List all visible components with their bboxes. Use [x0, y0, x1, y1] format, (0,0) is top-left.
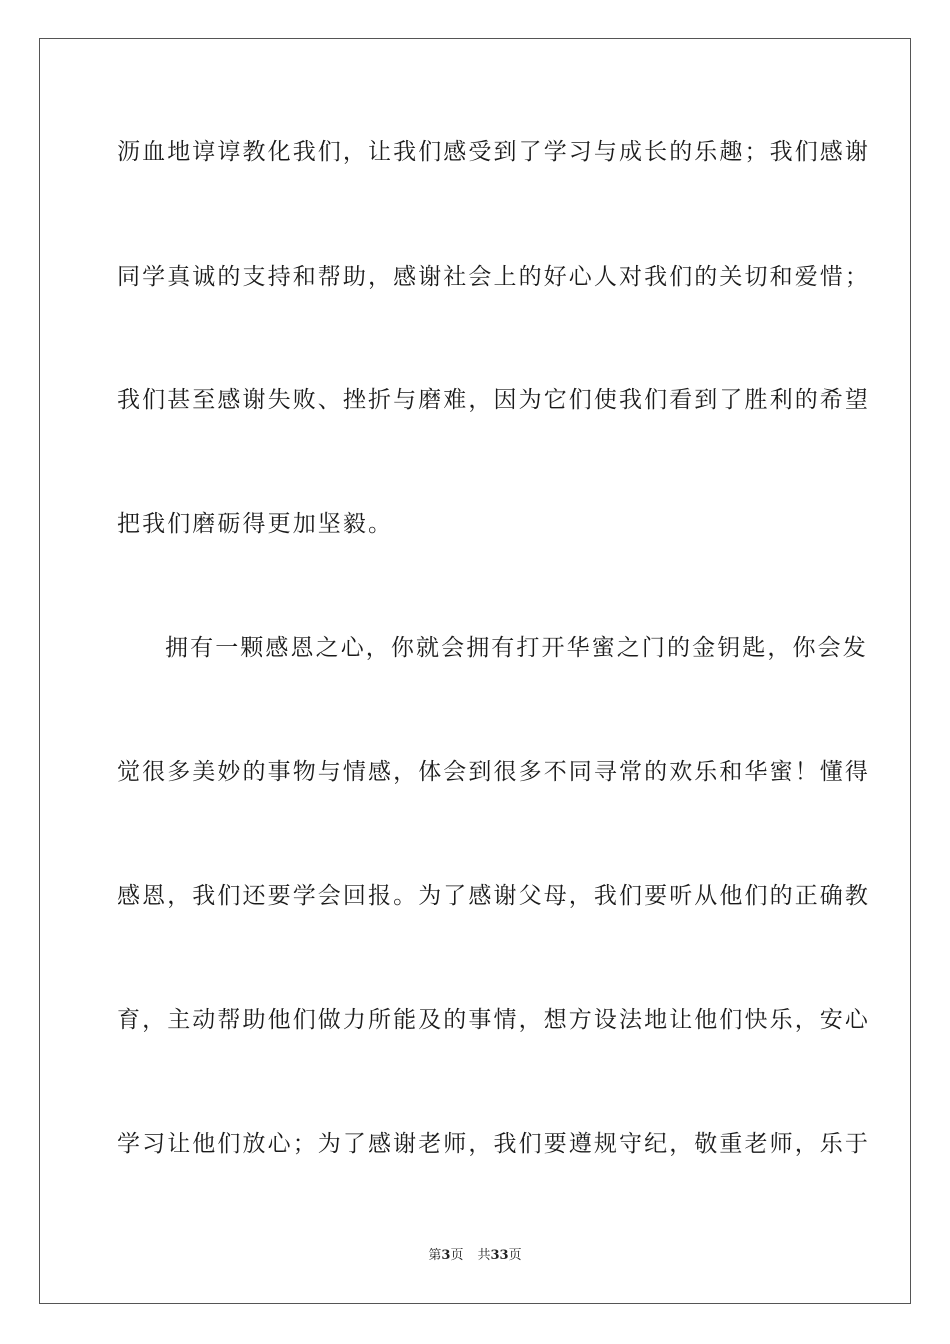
total-suffix: 页 — [508, 1248, 522, 1263]
page-footer — [0, 1247, 950, 1265]
body-line-9: 学习让他们放心；为了感谢老师，我们要遵规守纪，敬重老师，乐于 — [117, 1131, 870, 1157]
page-border — [39, 38, 911, 1304]
total-pages: 33 — [490, 1248, 509, 1263]
body-line-2: 同学真诚的支持和帮助，感谢社会上的好心人对我们的关切和爱惜； — [117, 264, 870, 290]
page-number: 3 — [441, 1248, 451, 1263]
body-line-3: 我们甚至感谢失败、挫折与磨难，因为它们使我们看到了胜利的希望 — [117, 387, 870, 413]
body-line-4: 把我们磨砺得更加坚毅。 — [117, 511, 394, 537]
body-line-6: 觉很多美妙的事物与情感，体会到很多不同寻常的欢乐和华蜜！懂得 — [117, 759, 870, 785]
body-line-7: 感恩，我们还要学会回报。为了感谢父母，我们要听从他们的正确教 — [117, 883, 870, 909]
page-suffix: 页 — [450, 1248, 464, 1263]
body-line-1: 沥血地谆谆教化我们，让我们感受到了学习与成长的乐趣；我们感谢 — [117, 139, 870, 165]
body-line-5-paragraph-start: 拥有一颗感恩之心，你就会拥有打开华蜜之门的金钥匙，你会发 — [165, 635, 868, 661]
page-prefix: 第 — [428, 1248, 442, 1263]
body-line-8: 育，主动帮助他们做力所能及的事情，想方设法地让他们快乐，安心 — [117, 1007, 870, 1033]
total-prefix: 共 — [477, 1248, 491, 1263]
